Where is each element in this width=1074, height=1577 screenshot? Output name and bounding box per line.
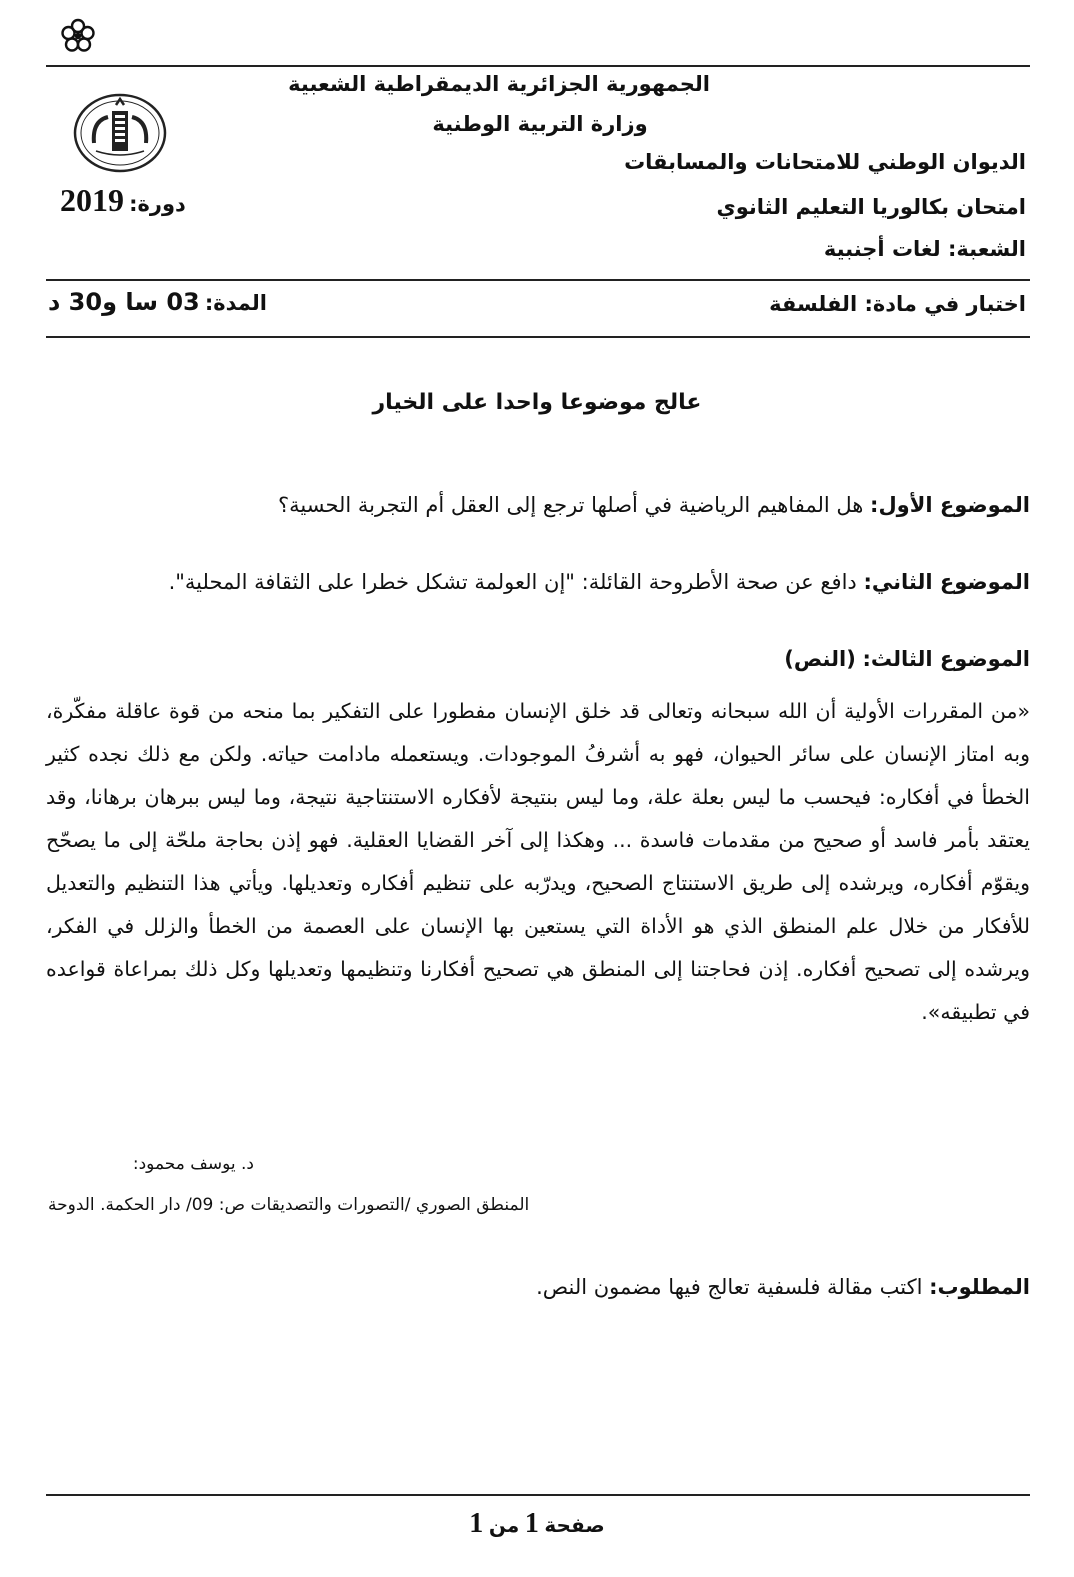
header-middle-rule [46,279,1030,281]
header-bottom-rule [46,336,1030,338]
exam-title: امتحان بكالوريا التعليم الثانوي [716,195,1026,219]
page-total: 1 [469,1508,484,1539]
duration-line [48,288,267,316]
duration-value: 03 سا و30 د [48,288,200,316]
source-reference: المنطق الصوري /التصورات والتصديقات ص: 09/ دار الحكمة. الدوحة [48,1195,530,1215]
instruction-heading: عالج موضوعا واحدا على الخيار [372,390,702,415]
page-num: 1 [524,1508,539,1539]
topic-3 [46,642,1030,676]
subject-line [769,292,1026,316]
topic-1 [46,488,1030,522]
topic-3-label: الموضوع الثالث: [862,647,1030,671]
branch-value: لغات أجنبية [823,237,941,261]
subject-value: الفلسفة [769,292,858,316]
task-line [46,1270,1030,1304]
page-number [0,1508,1074,1540]
session-year: 2019 [60,182,124,218]
ministry-title: وزارة التربية الوطنية [432,112,648,136]
topic-3-text: (النص) [784,647,856,671]
flower-ornament-icon [60,18,96,54]
subject-label: اختبار في مادة: [864,292,1026,316]
branch-label: الشعبة: [947,237,1026,261]
ministry-emblem [72,93,168,173]
topic-2 [46,565,1030,599]
of-word: من [488,1513,520,1537]
session-label: دورة: [129,192,186,216]
source-author: د. يوسف محمود: [132,1154,254,1174]
page-word: صفحة [544,1513,605,1537]
footer-rule [46,1494,1030,1496]
topic-1-label: الموضوع الأول: [870,493,1030,517]
task-label: المطلوب: [929,1275,1030,1299]
office-title: الديوان الوطني للامتحانات والمسابقات [624,150,1026,174]
topic-2-label: الموضوع الثاني: [863,570,1030,594]
branch-line [824,237,1026,261]
duration-label: المدة: [204,291,267,315]
topic-2-text: دافع عن صحة الأطروحة القائلة: "إن العولمة تشكل خطرا على الثقافة المحلية". [168,570,857,594]
passage-text: «من المقررات الأولية أن الله سبحانه وتعالى قد خلق الإنسان مفطورا على التفكير بما منحه من قوة عاقلة مفكّرة، وبه امتاز الإنسان على سائر الحيوان، فهو به أشرفُ الموجودات. ويستعمله مادامت حياته. ولكن مع ذلك نجده كثير الخطأ في أفكاره: فيحسب ما ليس بعلة علة، وما ليس بنتيجة لأفكاره الاستنتاجية نتيجة، وما ليس ببرهان برهانا، وقد يعتقد بأمر فاسد أو صحيح من مقدمات فاسدة ... وهكذا إلى آخر القضايا العقلية. فهو إذن بحاجة ملحّة إلى ما يصحّح ويقوّم أفكاره، ويرشده إلى طريق الاستنتاج الصحيح، ويدرّبه على تنظيم أفكاره وتعديلها. ويأتي هذا التنظيم والتعديل للأفكار من خلال علم المنطق الذي هو الأداة التي يستعين بها الإنسان على العصمة من الخطأ والزلل في الفكر، ويرشده إلى تصحيح أفكاره. إذن فحاجتنا إلى المنطق هي تصحيح أفكارنا وتنظيمها وتعديلها وكل ذلك بمراعاة قواعده في تطبيقه». [46,699,1030,1024]
republic-title: الجمهورية الجزائرية الديمقراطية الشعبية [288,72,710,96]
topic-1-text: هل المفاهيم الرياضية في أصلها ترجع إلى العقل أم التجربة الحسية؟ [277,493,864,517]
session-line [60,182,186,219]
header-top-rule [46,65,1030,67]
task-text: اكتب مقالة فلسفية تعالج فيها مضمون النص. [536,1275,923,1299]
